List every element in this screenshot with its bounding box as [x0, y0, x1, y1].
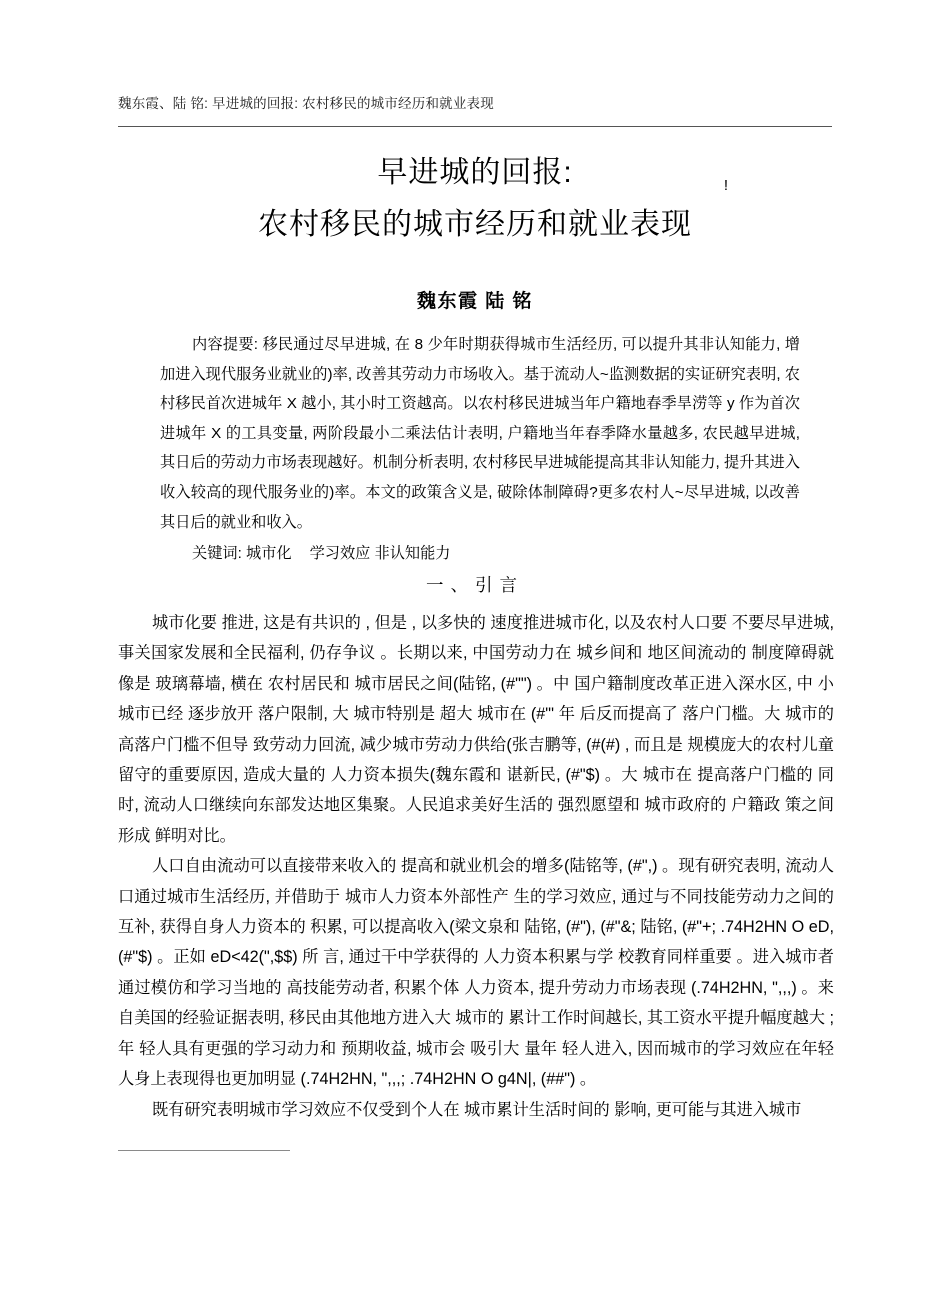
section-heading-introduction: 一、引言	[426, 575, 524, 595]
header-divider-rule	[118, 126, 832, 127]
body-paragraph: 人口自由流动可以直接带来收入的 提高和就业机会的增多(陆铭等, (#",) 。现有研究表明, 流动人口通过城市生活经历, 并借助于 城市人力资本外部性产 生的学习效应, 通过与不同技能劳动力之间的 互补, 获得自身人力资本的 积累, 可以提高收入(梁文泉和 陆铭, (#"), (#"&; 陆铭, (#"+; .74H2HN O eD, (#"$) 。正如 eD<42(",$$) 所 言, 通过干中学获得的 人力资本积累与学 校教育同样重要 。进入城市者通过模仿和学习当地的 高技能劳动者, 积累个体 人力资本, 提升劳动力市场表现 (.74H2HN, ",,,) 。来自美国的经验证据表明, 移民由其他地方进入大 城市的 累计工作时间越长, 其工资水平提升幅度越大 ; 年 轻人具有更强的学习动力和 预期收益, 城市会 吸引大 量年 轻人进入, 因而城市的学习效应在年轻人身上表现得也更加明显 (.74H2HN, ",,,; .74H2HN O g4N|, (##") 。	[118, 857, 834, 1089]
author-names: 魏东霞 陆 铭	[416, 291, 534, 312]
article-title-line-2: 农村移民的城市经历和就业表现	[258, 208, 692, 241]
body-text-block	[118, 608, 834, 1125]
body-paragraph: 既有研究表明城市学习效应不仅受到个人在 城市累计生活时间的 影响, 更可能与其进入城市	[152, 1100, 802, 1119]
article-title-line-2-wrapper	[118, 177, 832, 256]
body-paragraph: 城市化要 推进, 这是有共识的 , 但是 , 以多快的 速度推进城市化, 以及农村人口要 不要尽早进城, 事关国家发展和全民福利, 仍存争议 。长期以来, 中国劳动力在 城乡间和 地区间流动的 制度障碍就 像是 玻璃幕墙, 横在 农村居民和 城市居民之间(陆铭, (#"") 。中 国户籍制度改革正进入深水区, 中 小城市已经 逐步放开 落户限制, 大 城市特别是 超大 城市在 (#"' 年 后反而提高了 落户门槛。大 城市的 高落户门槛不但导 致劳动力回流, 减少城市劳动力供给(张吉鹏等, (#(#) , 而且是 规模庞大的农村儿童留守的重要原因, 造成大量的 人力资本损失(魏东霞和 谌新民, (#"$) 。大 城市在 提高落户门槛的 同时, 流动人口继续向东部发达地区集聚。人民追求美好生活的 强烈愿望和 城市政府的 户籍政 策之间形成 鲜明对比。	[118, 614, 834, 845]
abstract-block	[160, 330, 800, 569]
running-header: 魏东霞、陆 铭: 早进城的回报: 农村移民的城市经历和就业表现	[118, 96, 494, 111]
footnote-separator-rule	[118, 1150, 290, 1151]
article-title-block	[118, 150, 832, 256]
keywords-line	[160, 539, 800, 569]
keywords-values: 学习效应 非认知能力	[309, 545, 451, 563]
keywords-label: 关键词: 城市化	[192, 545, 292, 563]
article-title-line-1: 早进城的回报:	[377, 156, 573, 189]
abstract-text: 内容提要: 移民通过尽早进城, 在 8 少年时期获得城市生活经历, 可以提升其非认知能力, 增加进入现代服务业就业的)率, 改善其劳动力市场收入。基于流动人~监测数据的实证研究表明, 农村移民首次进城年 X 越小, 其小时工资越高。以农村移民进城当年户籍地春季旱涝等 y 作为首次进城年 X 的工具变量, 两阶段最小二乘法估计表明, 户籍地当年春季降水量越多, 农民越早进城, 其日后的劳动力市场表现越好。机制分析表明, 农村移民早进城能提高其非认知能力, 提升其进入收入较高的现代服务业的)率。本文的政策含义是, 破除体制障碍?更多农村人~尽早进城, 以改善其日后的就业和收入。	[160, 336, 800, 531]
title-footnote-marker: !	[723, 177, 728, 194]
